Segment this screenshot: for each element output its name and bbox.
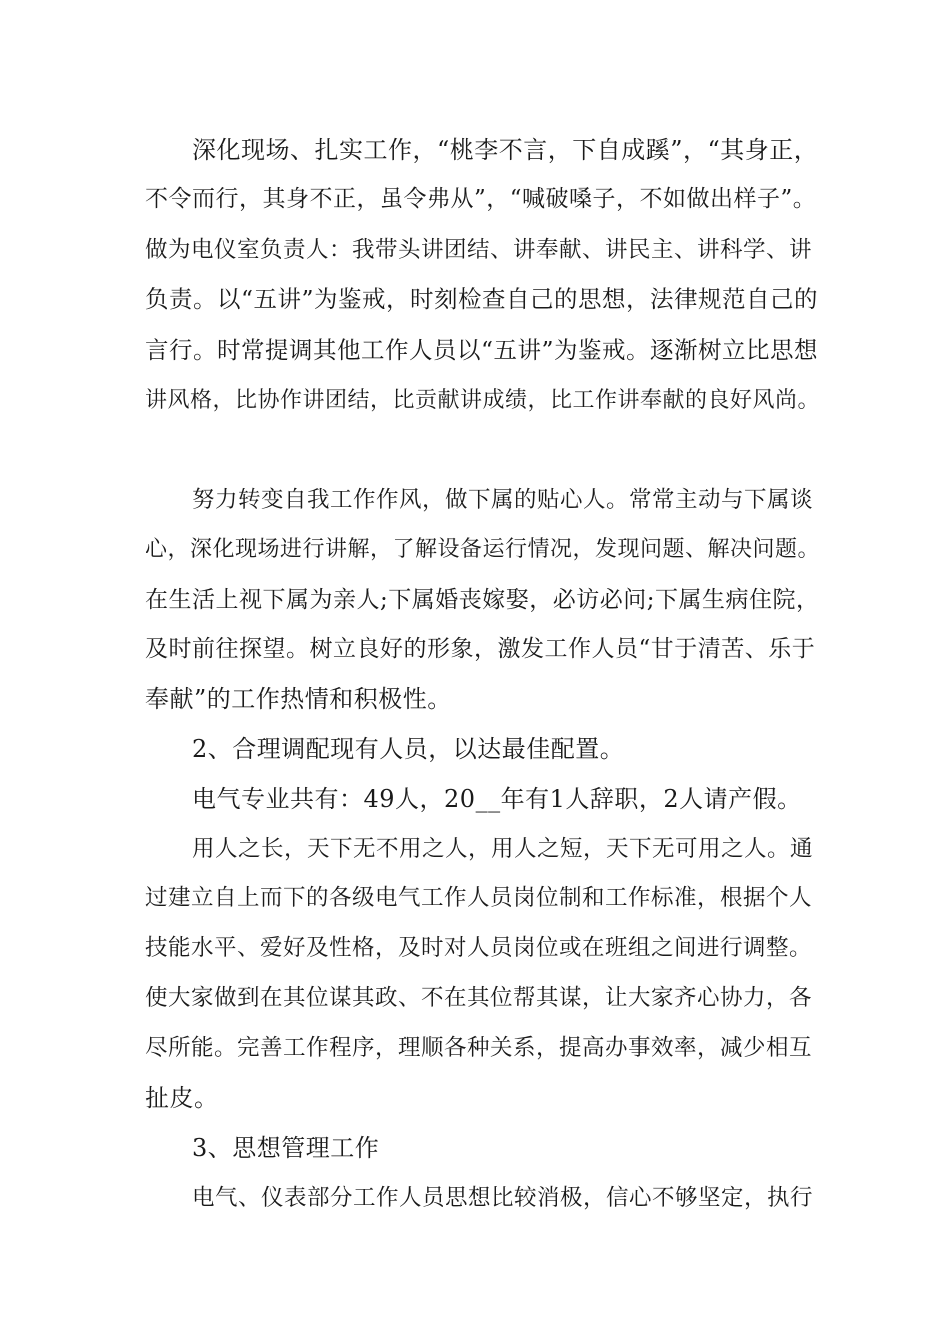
text-line: 言行。时常提调其他工作人员以“五讲”为鉴戒。逐渐树立比思想 xyxy=(145,336,819,364)
text-line: 及时前往探望。树立良好的形象，激发工作人员“甘于清苦、乐于 xyxy=(145,636,816,662)
text-line: 技能水平、爱好及性格，及时对人员岗位或在班组之间进行调整。 xyxy=(145,935,813,961)
text-line: 负责。以“五讲”为鉴戒，时刻检查自己的思想，法律规范自己的 xyxy=(145,285,819,313)
section-heading: 3、思想管理工作 xyxy=(192,1134,380,1162)
text-line: 在生活上视下属为亲人;下属婚丧嫁娶，必访必问;下属生病住院， xyxy=(145,587,820,613)
text-line: 使大家做到在其位谋其政、不在其位帮其谋，让大家齐心协力，各 xyxy=(145,985,813,1011)
text-line: 讲风格，比协作讲团结，比贡献讲成绩，比工作讲奉献的良好风尚。 xyxy=(145,388,821,413)
text-line: 做为电仪室负责人：我带头讲团结、讲奉献、讲民主、讲科学、讲 xyxy=(145,237,813,263)
section-heading: 2、合理调配现有人员，以达最佳配置。 xyxy=(192,735,625,763)
text-line: 奉献”的工作热情和积极性。 xyxy=(145,685,452,713)
text-line: 心，深化现场进行讲解，了解设备运行情况，发现问题、解决问题。 xyxy=(145,537,821,562)
text-line: 努力转变自我工作作风，做下属的贴心人。常常主动与下属谈 xyxy=(192,487,814,513)
text-line: 过建立自上而下的各级电气工作人员岗位制和工作标准，根据个人 xyxy=(145,885,813,911)
text-line: 电气、仪表部分工作人员思想比较消极，信心不够坚定，执行 xyxy=(192,1185,814,1211)
text-line: 扯皮。 xyxy=(145,1084,219,1112)
text-line: 电气专业共有：49人，20__年有1人辞职，2人请产假。 xyxy=(192,785,802,813)
text-line: 深化现场、扎实工作，“桃李不言，下自成蹊”，“其身正， xyxy=(192,136,819,164)
text-line: 尽所能。完善工作程序，理顺各种关系，提高办事效率，减少相互 xyxy=(145,1035,813,1061)
text-line: 不令而行，其身不正，虽令弗从”，“喊破嗓子，不如做出样子”。 xyxy=(145,186,817,212)
text-line: 用人之长，天下无不用之人，用人之短，天下无可用之人。通 xyxy=(192,836,814,862)
